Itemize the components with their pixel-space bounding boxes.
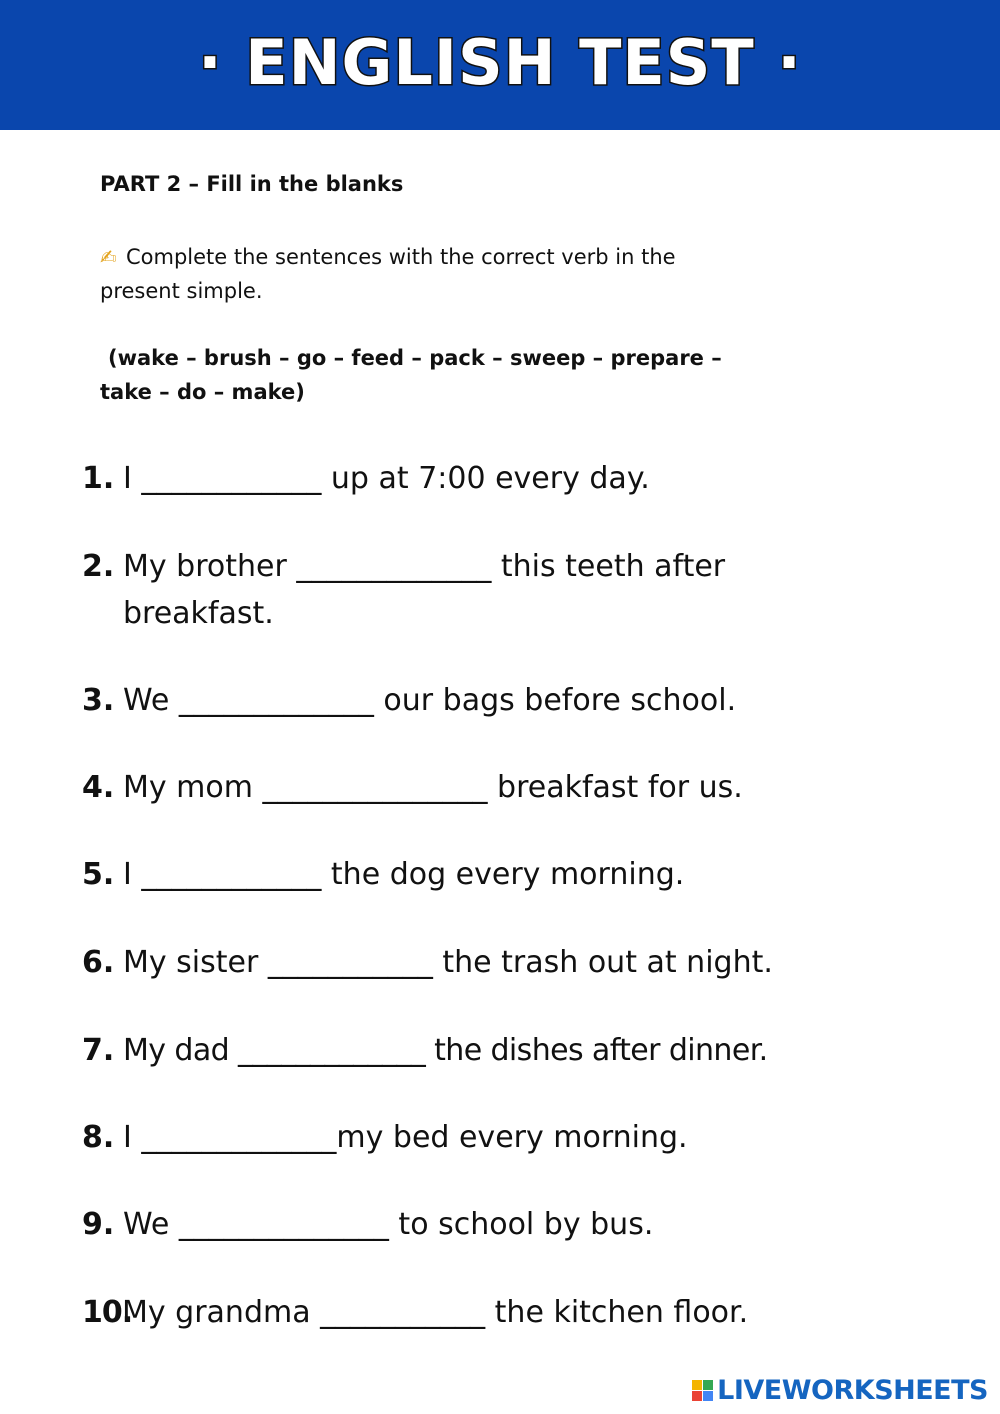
instructions-line-2: present simple. [100,279,263,303]
question-2[interactable] [82,543,872,637]
logo-cell [692,1380,702,1390]
question-number: 2. [82,549,115,584]
question-number: 1. [82,461,115,496]
instructions [100,240,780,308]
question-number: 6. [82,945,115,980]
question-number: 4. [82,770,115,805]
question-number: 5. [82,857,115,892]
question-text[interactable]: I ____________ the dog every morning. [123,857,685,892]
writing-hand-icon: ✍ [100,245,117,269]
question-text[interactable]: We ______________ to school by bus. [123,1207,654,1242]
question-number: 8. [82,1120,115,1155]
question-text[interactable]: I _____________my bed every morning. [123,1120,688,1155]
page-title: · ENGLISH TEST · [198,25,802,99]
question-number: 7. [82,1033,115,1068]
question-text[interactable]: My dad _____________ the dishes after dinner. [123,1033,768,1068]
header-banner [0,0,1000,130]
question-4[interactable] [82,764,962,811]
question-3[interactable] [82,677,962,724]
word-bank-line-2: take – do – make) [100,380,305,404]
part-heading: PART 2 – Fill in the blanks [100,172,404,196]
question-text[interactable]: My mom _______________ breakfast for us. [123,770,743,805]
question-1[interactable] [82,455,962,502]
liveworksheets-logo-text: LIVEWORKSHEETS [717,1375,988,1406]
word-bank [100,341,780,409]
question-10[interactable] [82,1289,962,1336]
question-text[interactable]: I ____________ up at 7:00 every day. [123,461,650,496]
question-number: 10. [82,1295,133,1330]
liveworksheets-logo-icon [692,1380,713,1401]
liveworksheets-logo [692,1375,988,1406]
question-text[interactable]: My grandma ___________ the kitchen floor. [122,1295,749,1330]
logo-cell [703,1380,713,1390]
question-text[interactable]: My brother _____________ this teeth after breakfast. [123,549,726,631]
instructions-line-1: Complete the sentences with the correct verb in the [126,245,676,269]
question-9[interactable] [82,1201,962,1248]
question-6[interactable] [82,939,962,986]
logo-cell [703,1391,713,1401]
question-7[interactable] [82,1027,962,1074]
question-8[interactable] [82,1114,962,1161]
logo-cell [692,1391,702,1401]
word-bank-line-1: (wake – brush – go – feed – pack – sweep – prepare – [108,346,722,370]
question-number: 9. [82,1207,115,1242]
question-text[interactable]: We _____________ our bags before school. [123,683,737,718]
question-5[interactable] [82,851,962,898]
question-number: 3. [82,683,115,718]
question-text[interactable]: My sister ___________ the trash out at night. [123,945,773,980]
